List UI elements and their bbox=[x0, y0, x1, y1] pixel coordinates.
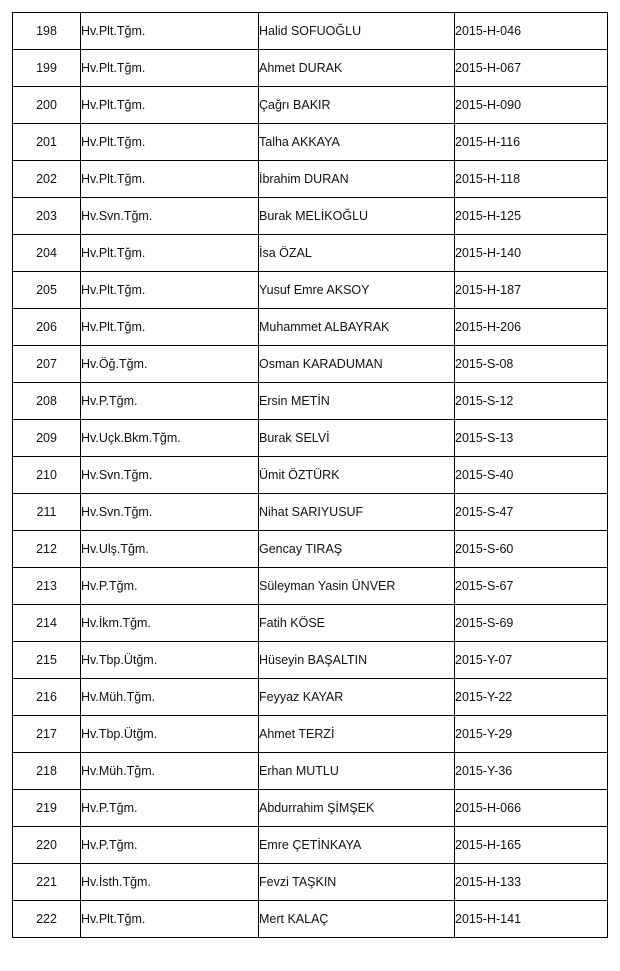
table-row bbox=[13, 272, 608, 309]
row-number: 213 bbox=[13, 568, 81, 605]
rank-cell: Hv.Plt.Tğm. bbox=[81, 13, 259, 50]
registry-code-cell: 2015-H-187 bbox=[455, 272, 608, 309]
personnel-table bbox=[12, 12, 608, 938]
row-number: 211 bbox=[13, 494, 81, 531]
table-row bbox=[13, 679, 608, 716]
row-number: 214 bbox=[13, 605, 81, 642]
row-number: 216 bbox=[13, 679, 81, 716]
name-cell: Ümit ÖZTÜRK bbox=[259, 457, 455, 494]
rank-cell: Hv.Plt.Tğm. bbox=[81, 50, 259, 87]
table-row bbox=[13, 901, 608, 938]
name-cell: Ahmet TERZİ bbox=[259, 716, 455, 753]
row-number: 206 bbox=[13, 309, 81, 346]
row-number: 209 bbox=[13, 420, 81, 457]
name-cell: Talha AKKAYA bbox=[259, 124, 455, 161]
rank-cell: Hv.Müh.Tğm. bbox=[81, 753, 259, 790]
row-number: 218 bbox=[13, 753, 81, 790]
rank-cell: Hv.P.Tğm. bbox=[81, 568, 259, 605]
registry-code-cell: 2015-S-69 bbox=[455, 605, 608, 642]
name-cell: Burak SELVİ bbox=[259, 420, 455, 457]
rank-cell: Hv.Uçk.Bkm.Tğm. bbox=[81, 420, 259, 457]
name-cell: Fevzi TAŞKIN bbox=[259, 864, 455, 901]
rank-cell: Hv.Svn.Tğm. bbox=[81, 457, 259, 494]
table-row bbox=[13, 827, 608, 864]
table-row bbox=[13, 864, 608, 901]
rank-cell: Hv.Tbp.Ütğm. bbox=[81, 642, 259, 679]
name-cell: Emre ÇETİNKAYA bbox=[259, 827, 455, 864]
table-row bbox=[13, 420, 608, 457]
name-cell: İsa ÖZAL bbox=[259, 235, 455, 272]
row-number: 200 bbox=[13, 87, 81, 124]
registry-code-cell: 2015-H-116 bbox=[455, 124, 608, 161]
rank-cell: Hv.Ulş.Tğm. bbox=[81, 531, 259, 568]
rank-cell: Hv.Öğ.Tğm. bbox=[81, 346, 259, 383]
name-cell: Burak MELİKOĞLU bbox=[259, 198, 455, 235]
registry-code-cell: 2015-S-47 bbox=[455, 494, 608, 531]
table-row bbox=[13, 790, 608, 827]
name-cell: Gencay TIRAŞ bbox=[259, 531, 455, 568]
personnel-list-page bbox=[12, 12, 608, 938]
row-number: 208 bbox=[13, 383, 81, 420]
registry-code-cell: 2015-Y-07 bbox=[455, 642, 608, 679]
table-row bbox=[13, 50, 608, 87]
row-number: 221 bbox=[13, 864, 81, 901]
registry-code-cell: 2015-H-090 bbox=[455, 87, 608, 124]
name-cell: Abdurrahim ŞİMŞEK bbox=[259, 790, 455, 827]
name-cell: Halid SOFUOĞLU bbox=[259, 13, 455, 50]
row-number: 217 bbox=[13, 716, 81, 753]
table-row bbox=[13, 161, 608, 198]
registry-code-cell: 2015-H-118 bbox=[455, 161, 608, 198]
row-number: 220 bbox=[13, 827, 81, 864]
table-row bbox=[13, 124, 608, 161]
registry-code-cell: 2015-S-12 bbox=[455, 383, 608, 420]
name-cell: Yusuf Emre AKSOY bbox=[259, 272, 455, 309]
registry-code-cell: 2015-H-206 bbox=[455, 309, 608, 346]
name-cell: Çağrı BAKIR bbox=[259, 87, 455, 124]
table-row bbox=[13, 642, 608, 679]
table-row bbox=[13, 494, 608, 531]
name-cell: Feyyaz KAYAR bbox=[259, 679, 455, 716]
registry-code-cell: 2015-H-133 bbox=[455, 864, 608, 901]
registry-code-cell: 2015-Y-36 bbox=[455, 753, 608, 790]
registry-code-cell: 2015-H-165 bbox=[455, 827, 608, 864]
table-row bbox=[13, 457, 608, 494]
registry-code-cell: 2015-H-066 bbox=[455, 790, 608, 827]
name-cell: Mert KALAÇ bbox=[259, 901, 455, 938]
row-number: 219 bbox=[13, 790, 81, 827]
registry-code-cell: 2015-H-125 bbox=[455, 198, 608, 235]
rank-cell: Hv.İsth.Tğm. bbox=[81, 864, 259, 901]
rank-cell: Hv.Plt.Tğm. bbox=[81, 87, 259, 124]
registry-code-cell: 2015-Y-22 bbox=[455, 679, 608, 716]
name-cell: Ersin METİN bbox=[259, 383, 455, 420]
registry-code-cell: 2015-S-60 bbox=[455, 531, 608, 568]
rank-cell: Hv.Svn.Tğm. bbox=[81, 198, 259, 235]
name-cell: Osman KARADUMAN bbox=[259, 346, 455, 383]
registry-code-cell: 2015-H-140 bbox=[455, 235, 608, 272]
rank-cell: Hv.Plt.Tğm. bbox=[81, 235, 259, 272]
rank-cell: Hv.Plt.Tğm. bbox=[81, 309, 259, 346]
table-row bbox=[13, 531, 608, 568]
rank-cell: Hv.Müh.Tğm. bbox=[81, 679, 259, 716]
table-row bbox=[13, 13, 608, 50]
name-cell: Ahmet DURAK bbox=[259, 50, 455, 87]
table-row bbox=[13, 235, 608, 272]
table-row bbox=[13, 753, 608, 790]
table-row bbox=[13, 198, 608, 235]
registry-code-cell: 2015-H-067 bbox=[455, 50, 608, 87]
registry-code-cell: 2015-S-40 bbox=[455, 457, 608, 494]
row-number: 207 bbox=[13, 346, 81, 383]
registry-code-cell: 2015-S-67 bbox=[455, 568, 608, 605]
name-cell: İbrahim DURAN bbox=[259, 161, 455, 198]
row-number: 222 bbox=[13, 901, 81, 938]
name-cell: Hüseyin BAŞALTIN bbox=[259, 642, 455, 679]
row-number: 199 bbox=[13, 50, 81, 87]
rank-cell: Hv.Plt.Tğm. bbox=[81, 124, 259, 161]
registry-code-cell: 2015-S-13 bbox=[455, 420, 608, 457]
row-number: 201 bbox=[13, 124, 81, 161]
name-cell: Muhammet ALBAYRAK bbox=[259, 309, 455, 346]
rank-cell: Hv.Plt.Tğm. bbox=[81, 901, 259, 938]
row-number: 205 bbox=[13, 272, 81, 309]
row-number: 204 bbox=[13, 235, 81, 272]
registry-code-cell: 2015-H-141 bbox=[455, 901, 608, 938]
row-number: 202 bbox=[13, 161, 81, 198]
name-cell: Süleyman Yasin ÜNVER bbox=[259, 568, 455, 605]
rank-cell: Hv.İkm.Tğm. bbox=[81, 605, 259, 642]
rank-cell: Hv.Svn.Tğm. bbox=[81, 494, 259, 531]
table-row bbox=[13, 346, 608, 383]
registry-code-cell: 2015-S-08 bbox=[455, 346, 608, 383]
row-number: 203 bbox=[13, 198, 81, 235]
row-number: 212 bbox=[13, 531, 81, 568]
table-row bbox=[13, 605, 608, 642]
rank-cell: Hv.Plt.Tğm. bbox=[81, 161, 259, 198]
rank-cell: Hv.P.Tğm. bbox=[81, 790, 259, 827]
table-row bbox=[13, 87, 608, 124]
name-cell: Fatih KÖSE bbox=[259, 605, 455, 642]
rank-cell: Hv.P.Tğm. bbox=[81, 383, 259, 420]
registry-code-cell: 2015-Y-29 bbox=[455, 716, 608, 753]
registry-code-cell: 2015-H-046 bbox=[455, 13, 608, 50]
row-number: 198 bbox=[13, 13, 81, 50]
table-row bbox=[13, 568, 608, 605]
rank-cell: Hv.P.Tğm. bbox=[81, 827, 259, 864]
table-row bbox=[13, 383, 608, 420]
table-row bbox=[13, 716, 608, 753]
row-number: 215 bbox=[13, 642, 81, 679]
row-number: 210 bbox=[13, 457, 81, 494]
table-row bbox=[13, 309, 608, 346]
name-cell: Nihat SARIYUSUF bbox=[259, 494, 455, 531]
rank-cell: Hv.Plt.Tğm. bbox=[81, 272, 259, 309]
rank-cell: Hv.Tbp.Ütğm. bbox=[81, 716, 259, 753]
name-cell: Erhan MUTLU bbox=[259, 753, 455, 790]
